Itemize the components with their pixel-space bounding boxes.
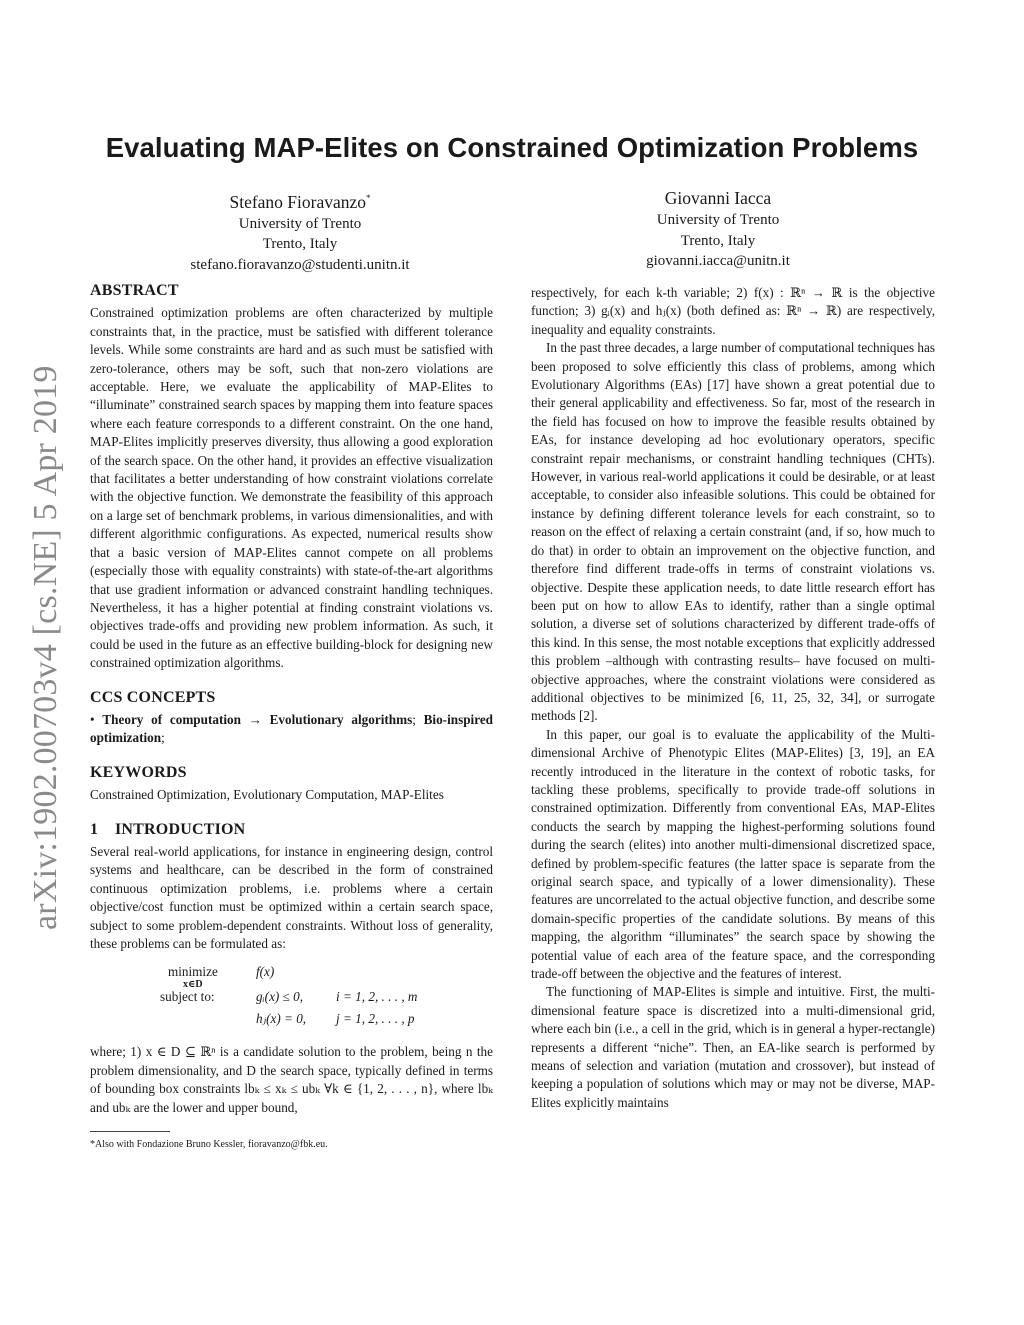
keywords-heading: KEYWORDS bbox=[90, 763, 187, 781]
eq-inequality-range: i = 1, 2, . . . , m bbox=[336, 989, 418, 1005]
author-email[interactable]: giovanni.iacca@unitn.it bbox=[646, 253, 790, 269]
footnote-mark: * bbox=[366, 193, 371, 203]
eq-subject-to: subject to: bbox=[160, 989, 215, 1005]
arxiv-identifier: arXiv:1902.00703v4 [cs.NE] 5 Apr 2019 bbox=[27, 365, 64, 930]
author-affiliation: University of Trento bbox=[656, 212, 780, 228]
paper-title: Evaluating MAP-Elites on Constrained Optimization Problems bbox=[105, 132, 919, 163]
problem-formulation-equation bbox=[90, 963, 493, 1029]
author-email[interactable]: stefano.fioravanzo@studenti.unitn.it bbox=[190, 256, 410, 273]
author-location: Trento, Italy bbox=[262, 236, 338, 253]
footnote: *Also with Fondazione Bruno Kessler, fioravanzo@fbk.eu. bbox=[90, 1139, 328, 1151]
footnote-rule bbox=[90, 1131, 170, 1132]
right-paragraph-4: The functioning of MAP-Elites is simple and intuitive. First, the multi-dimensional feature space is discretized into a multi-dimensional grid, where each bin (i.e., a cell in the grid, which is in general a hyper-rectangle) represents a different “niche”. Then, an EA-like search is performed by means of selection and variation (mutation and crossover), but instead of keeping a population of solutions which may or may not be diverse, MAP-Elites explicitly maintains bbox=[531, 984, 935, 1110]
eq-objective: f(x) bbox=[256, 964, 275, 980]
author-block-1 bbox=[150, 186, 450, 275]
introduction-heading: 1 INTRODUCTION bbox=[90, 820, 246, 838]
eq-equality: hⱼ(x) = 0, bbox=[256, 1011, 307, 1027]
ccs-concepts: • Theory of computation → Evolutionary algorithms; Bio-inspired optimization; bbox=[90, 711, 494, 746]
author-block-2 bbox=[568, 186, 868, 272]
author-location: Trento, Italy bbox=[680, 232, 756, 249]
intro-paragraph-2: where; 1) x ∈ D ⊆ ℝⁿ is a candidate solution to the problem, being n the problem dimensionality, and D the search space, typically defined in terms of bounding box constraints lbₖ ≤ xₖ ≤ ubₖ ∀k ∈ {1, 2, . . . , n}, where lbₖ and ubₖ are the lower and upper bound, bbox=[90, 1044, 493, 1115]
eq-equality-range: j = 1, 2, . . . , p bbox=[336, 1011, 415, 1027]
author-name: Giovanni Iacca bbox=[664, 188, 772, 208]
right-paragraph-2: In the past three decades, a large number of computational techniques has been proposed to solve efficiently this class of problems, among which Evolutionary Algorithms (EAs) [17] have shown a great potential due to their general applicability and effectiveness. So far, most of the research in the field has focused on how to improve the feasible results obtained by EAs, for instance developing ad hoc evolutionary operators, specific constraint repair mechanisms, or constraint handling techniques (CHTs). However, in various real-world applications it could be desirable, or at least acceptable, to consider also infeasible solutions. This could be obtained for instance by defining different tolerance levels for each constraint, so to reason on the effect of relaxing a certain constraint (and, if so, how much to do that) in order to obtain an improvement on the objective function, and therefore find different trade-offs in terms of constraint violations vs. objective. Despite these application needs, to date little research effort has been put on how to allow EAs to identify, rather than a single optimal solution, a diverse set of solutions characterized by different trade-offs of this kind. In this sense, the most notable exceptions that explicitly addressed this problem –although with contrasting results– have focused on multi-objective approaches, where the constraint violations were considered as additional objectives to be minimized [6, 11, 25, 32, 34], or surrogate methods [2]. bbox=[531, 340, 935, 724]
abstract-text: Constrained optimization problems are often characterized by multiple constraints that, in the practice, must be satisfied with different tolerance levels. While some constraints are hard and as such must be satisfied with zero-tolerance, others may be soft, such that non-zero violations are acceptable. Here, we evaluate the applicability of MAP-Elites to “illuminate” constrained search spaces by mapping them into feature spaces where each feature corresponds to a different constraint. On the one hand, MAP-Elites implicitly preserves diversity, thus allowing a good exploration of the search space. On the other hand, it provides an effective visualization that facilitates a better understanding of how constraint violations correlate with the objective function. We demonstrate the feasibility of this approach on a large set of benchmark problems, in various dimensionalities, and with different algorithmic configurations. As expected, numerical results show that a basic version of MAP-Elites cannot compete on all problems (especially those with equality constraints) with state-of-the-art algorithms that use gradient information or advanced constraint handling techniques. Nevertheless, it has a higher potential at finding constraint violations vs. objectives trade-offs and providing new problem information. As such, it could be used in the future as an effective building-block for designing new constrained optimization algorithms. bbox=[90, 305, 493, 671]
author-name: Stefano Fioravanzo* bbox=[229, 191, 371, 212]
eq-inequality: gᵢ(x) ≤ 0, bbox=[256, 989, 304, 1005]
right-paragraph-1: respectively, for each k-th variable; 2) f(x) : ℝⁿ → ℝ is the objective function; 3) gᵢ(x) and hⱼ(x) (both defined as: ℝⁿ → ℝ) are respectively, inequality and equality constraints. bbox=[531, 285, 935, 337]
abstract-heading: ABSTRACT bbox=[90, 282, 179, 299]
eq-minimize: minimize bbox=[168, 964, 218, 980]
keywords-text: Constrained Optimization, Evolutionary Computation, MAP-Elites bbox=[90, 787, 444, 803]
right-column bbox=[531, 284, 935, 1112]
eq-minimize-subscript: x∈D bbox=[183, 979, 203, 991]
intro-paragraph-1: Several real-world applications, for instance in engineering design, control systems and healthcare, can be described in the form of constrained continuous optimization problems, i.e. problems where a certain objective/cost function must be optimized within a certain search space, subject to some problem-dependent constraints. Without loss of generality, these problems can be formulated as: bbox=[90, 843, 493, 951]
left-column bbox=[90, 282, 493, 1152]
author-affiliation: University of Trento bbox=[238, 215, 362, 232]
right-paragraph-3: In this paper, our goal is to evaluate the applicability of the Multi-dimensional Archive of Phenotypic Elites (MAP-Elites) [3, 19], an EA recently introduced in the literature in the context of robotic tasks, for tackling these problems, specifically to provide trade-off solutions in constrained optimization. Differently from conventional EAs, MAP-Elites conducts the search by mapping the highest-performing solutions found during the search (elites) into another multi-dimensional discretized space, defined by problem-specific features (the latter space is separate from the original search space, and typically of a lower dimensionality). These features are uncorrelated to the actual objective function, and describe some domain-specific properties of the candidate solutions. By means of this mapping, the algorithm “illuminates” the search space by showing the potential value of each area of the feature space, and the corresponding trade-off between the objective and the features of interest. bbox=[531, 726, 935, 982]
ccs-heading: CCS CONCEPTS bbox=[90, 688, 216, 706]
